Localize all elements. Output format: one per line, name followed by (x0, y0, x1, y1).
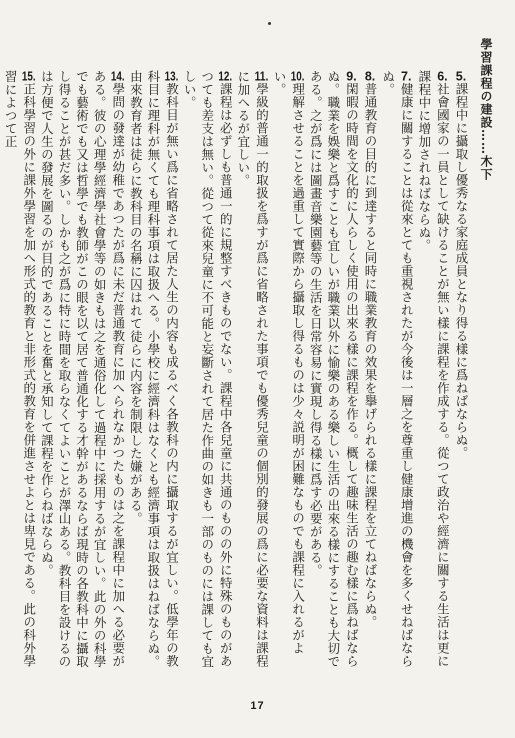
list-item (127, 70, 181, 680)
list-item (270, 70, 306, 680)
item-text: 正科學習の外に課外學習を加へ形式的教育と非形式的教育を併進させよとは卑見である。此の科外學習によつて正 (3, 70, 37, 668)
item-text: 健康に關することは從來とても重視されたが今後は一層之を尊重し健康增進の機會を多くせねばならぬ。 (380, 70, 415, 668)
print-speck (268, 22, 271, 25)
page-number: 17 (250, 700, 265, 712)
item-number: 9. (346, 70, 357, 83)
list-item (415, 70, 451, 680)
item-number: 14. (110, 70, 125, 83)
item-number: 15. (21, 70, 36, 83)
list-item (234, 70, 270, 680)
item-number: 8. (364, 70, 376, 83)
list-item (181, 70, 235, 680)
item-text: 普通教育の目的に到達すると同時に職業教育の效果を擧げられる樣に課程を立てねばならぬ。 (363, 82, 379, 629)
list-item (451, 70, 470, 680)
running-header: 學習課程の建設……木下 (479, 38, 493, 181)
item-text: 社會國家の一員として缺けることが無い樣に課程を作成する。從つて政治や經濟に關する生活は更に課程中に增加されねばならぬ。 (416, 70, 451, 668)
item-number: 6. (437, 70, 448, 83)
list-item (2, 70, 38, 680)
item-number: 13. (164, 70, 179, 83)
item-text: 閑暇の時間を文化的に人らしく使用の出來る樣に課程を作る。概して趣味生活の趣む樣に爲ねばならぬ。職業を娛樂と爲すことも宜しいが職業以外に愉樂のある樂しい生活の出來る樣にすることも大切である。之が爲には圖畫音樂園藝等の生活を日常容易に實現し得る樣に爲す必要がある。 (308, 70, 360, 668)
item-text: 課程中に攝取し優秀なる家庭成員となり得る樣に爲ねばならぬ。 (454, 82, 469, 460)
item-number: 7. (401, 70, 412, 83)
item-text: 課程は必ずしも普通一的に規整すべきものでない。課程中各兒童に共通のものの外に特殊のものがあつても差支は無い。從つて從來兒童に不可能と妄斷されて居た作曲の如きも一部のものには課しても宜しい。 (182, 70, 234, 668)
item-text: 學級的普通一的取扱を爲すが爲に省略された事項でも優秀兒童の個別的發展の爲に必要な資料は課程に加へるが宜しい。 (235, 70, 270, 668)
list-item (307, 70, 361, 680)
item-text: 學問の發達が幼稚であつたが爲に未だ普通教育に加へられなかつたものは之を課程中に加へる必要がある。彼の心理學經濟學社會學等の如きもは之を通俗化して過程中に採用するが宜しい。此の外の科學でも藝術でも又は哲學でも教師がこの眼を以て居て普通化する才幹があるならば現時の各教科中に攝取し得ることが甚だ多い。しかも之が爲に特に時間を取らなくてよいことが澤山ある。教科目を設けるのは方便で人生の發展を圖るのが目的であることを奮と承知して課程を作らねばならぬ。 (39, 70, 126, 668)
list-item (379, 70, 415, 680)
list-item (38, 70, 127, 680)
item-text: 理解させることを過重して實際から攝取し得るものは少々説明が困難なものでも課程に入れるがよい。 (272, 70, 306, 655)
item-number: 5. (455, 70, 467, 83)
list-item (360, 70, 379, 680)
item-number: 12. (218, 70, 233, 83)
item-number: 11. (254, 70, 269, 83)
item-text: 教科目が無い爲に省略されて居た人生の内容も成るべく各教科の内に攝取するが宜しい。低學年の教科目に理科が無くても理科事項は取扱へる。小學校に經濟科はなくとも經濟事項は取扱はねばならぬ。由來教育者は徒らに教科目の名稱に囚はれて徒らに内容を制限した嫌がある。 (128, 70, 180, 668)
item-number: 10. (290, 70, 305, 83)
page-body-text (3, 70, 470, 680)
